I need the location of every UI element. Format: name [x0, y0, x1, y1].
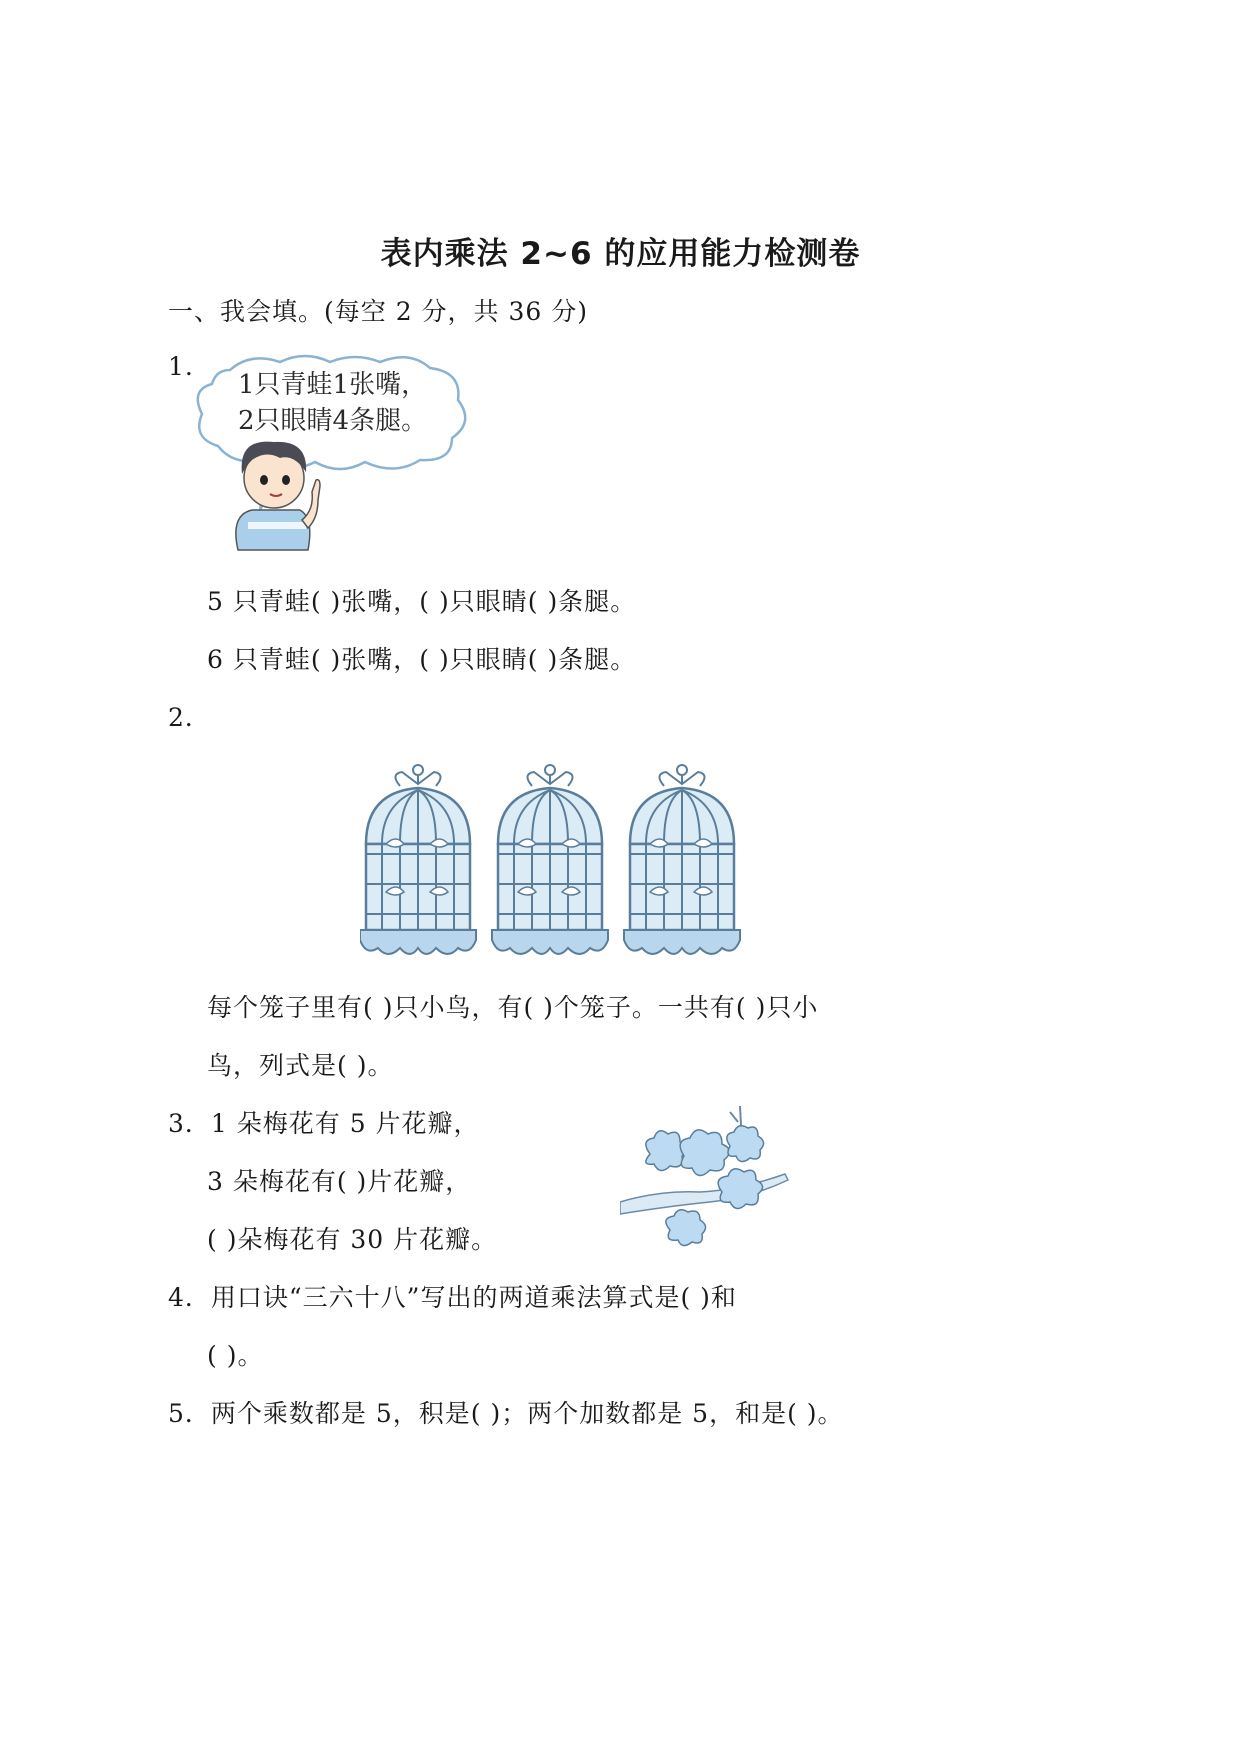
page-title: 表内乘法 2~6 的应用能力检测卷	[380, 236, 861, 272]
birdcage-icon	[360, 765, 476, 954]
question-line: 3．1 朵梅花有 5 片花瓣，	[168, 1109, 480, 1138]
question-line: 鸟，列式是( )。	[207, 1051, 394, 1080]
question-number: 1.	[168, 352, 194, 381]
question-line: 5 只青蛙( )张嘴，( )只眼睛( )条腿。	[207, 587, 637, 616]
birdcages-illustration	[360, 764, 750, 964]
question-line: ( )。	[207, 1341, 264, 1370]
bubble-line-2: 2只眼睛4条腿。	[238, 406, 428, 436]
question-line: 5．两个乘数都是 5，积是( )；两个加数都是 5，和是( )。	[168, 1399, 844, 1428]
question-line: ( )朵梅花有 30 片花瓣。	[207, 1225, 498, 1254]
section-heading: 一、我会填。(每空 2 分，共 36 分)	[168, 297, 589, 326]
question-line: 4．用口诀“三六十八”写出的两道乘法算式是( )和	[168, 1283, 737, 1312]
question-line: 6 只青蛙( )张嘴，( )只眼睛( )条腿。	[207, 645, 637, 674]
plum-flower-icon	[646, 1126, 764, 1246]
question-line: 3 朵梅花有( )片花瓣，	[207, 1167, 472, 1196]
question-line: 每个笼子里有( )只小鸟，有( )个笼子。一共有( )只小	[207, 993, 819, 1022]
bubble-line-1: 1只青蛙1张嘴，	[238, 370, 428, 400]
question-number: 2．	[168, 703, 211, 732]
birdcage-icon	[492, 765, 608, 954]
plum-blossom-illustration	[620, 1094, 800, 1259]
birdcage-icon	[624, 765, 740, 954]
